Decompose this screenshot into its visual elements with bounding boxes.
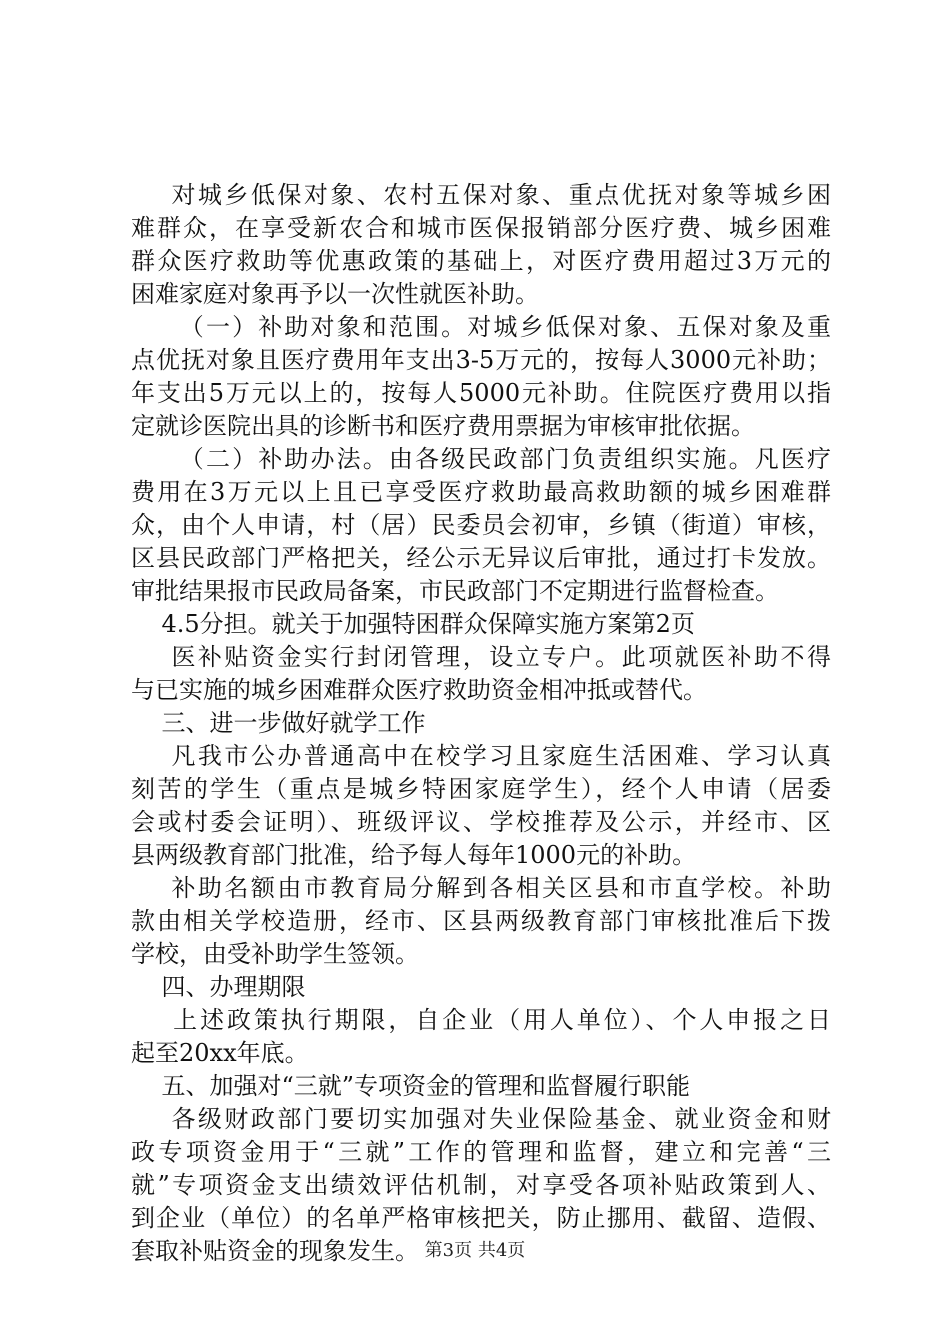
page-footer: 第3页 共4页	[424, 1240, 526, 1261]
text-line: 难群众，在享受新农合和城市医保报销部分医疗费、城乡困难	[131, 214, 831, 242]
text-line: 年支出5万元以上的，按每人5000元补助。住院医疗费用以指	[131, 379, 831, 407]
text-line: 区县民政部门严格把关，经公示无异议后审批，通过打卡发放。	[131, 544, 831, 572]
text-line: 学校，由受补助学生签领。	[131, 940, 419, 968]
text-line: 款由相关学校造册，经市、区县两级教育部门审核批准后下拨	[131, 907, 831, 935]
text-line: 五、加强对“三就”专项资金的管理和监督履行职能	[131, 1072, 691, 1100]
document-body	[131, 179, 831, 1268]
text-line: 上述政策执行期限，自企业（用人单位）、个人申报之日	[131, 1006, 831, 1034]
text-line: 审批结果报市民政局备案，市民政部门不定期进行监督检查。	[131, 577, 779, 605]
text-line: 费用在3万元以上且已享受医疗救助最高救助额的城乡困难群	[131, 478, 831, 506]
text-line: 与已实施的城乡困难群众医疗救助资金相冲抵或替代。	[131, 676, 707, 704]
text-line: 补助名额由市教育局分解到各相关区县和市直学校。补助	[131, 874, 831, 902]
text-line: （一）补助对象和范围。对城乡低保对象、五保对象及重	[131, 313, 831, 341]
text-line: 4.5分担。就关于加强特困群众保障实施方案第2页	[131, 610, 695, 638]
text-line: 会或村委会证明）、班级评议、学校推荐及公示，并经市、区	[131, 808, 831, 836]
text-line: 对城乡低保对象、农村五保对象、重点优抚对象等城乡困	[131, 181, 831, 209]
text-line: 医补贴资金实行封闭管理，设立专户。此项就医补助不得	[131, 643, 831, 671]
text-line: 各级财政部门要切实加强对失业保险基金、就业资金和财	[131, 1105, 831, 1133]
text-line: 凡我市公办普通高中在校学习且家庭生活困难、学习认真	[131, 742, 831, 770]
text-line: 就”专项资金支出绩效评估机制，对享受各项补贴政策到人、	[131, 1171, 831, 1199]
text-line: 政专项资金用于“三就”工作的管理和监督，建立和完善“三	[131, 1138, 831, 1166]
text-line: 到企业（单位）的名单严格审核把关，防止挪用、截留、造假、	[131, 1204, 831, 1232]
text-line: 刻苦的学生（重点是城乡特困家庭学生），经个人申请（居委	[131, 775, 831, 803]
text-line: 定就诊医院出具的诊断书和医疗费用票据为审核审批依据。	[131, 412, 755, 440]
text-line: 四、办理期限	[131, 973, 306, 1001]
text-line: （二）补助办法。由各级民政部门负责组织实施。凡医疗	[131, 445, 831, 473]
text-line: 群众医疗救助等优惠政策的基础上，对医疗费用超过3万元的	[131, 247, 831, 275]
text-line: 众，由个人申请，村（居）民委员会初审，乡镇（街道）审核，	[131, 511, 831, 539]
text-line: 套取补贴资金的现象发生。	[131, 1237, 419, 1265]
text-line: 县两级教育部门批准，给予每人每年1000元的补助。	[131, 841, 697, 869]
text-line: 点优抚对象且医疗费用年支出3-5万元的，按每人3000元补助；	[131, 346, 831, 374]
text-line: 困难家庭对象再予以一次性就医补助。	[131, 280, 539, 308]
text-line: 起至20xx年底。	[131, 1039, 309, 1067]
text-line: 三、进一步做好就学工作	[131, 709, 426, 737]
